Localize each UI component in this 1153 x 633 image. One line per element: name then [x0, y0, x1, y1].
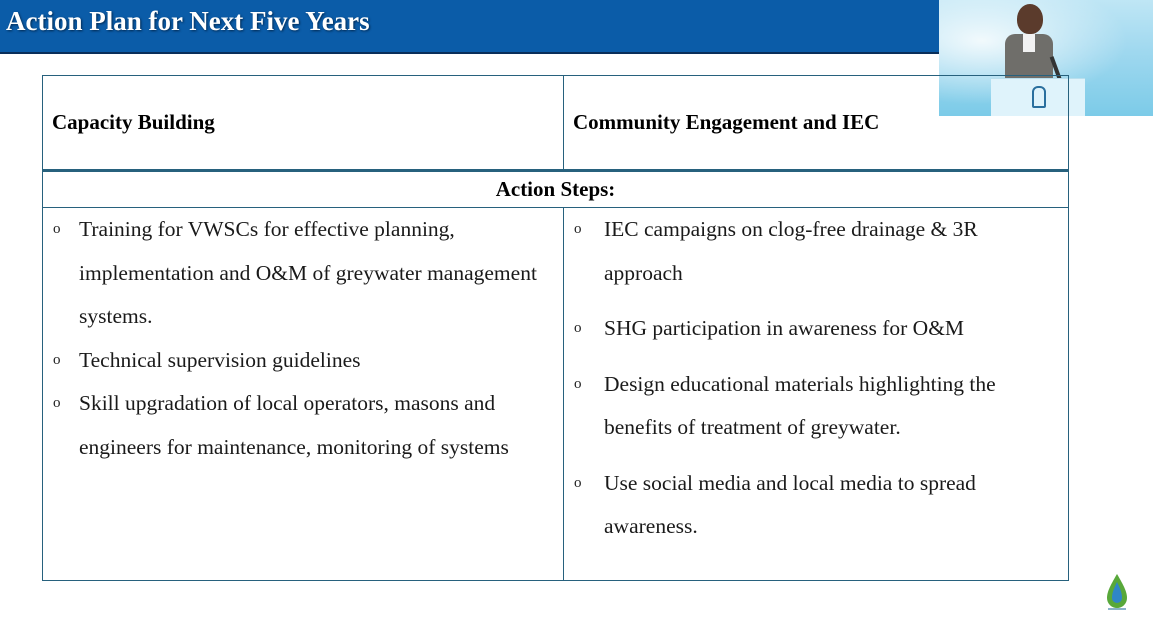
bullet-icon: o	[53, 395, 61, 411]
list-item-text: IEC campaigns on clog-free drainage & 3R approach	[604, 217, 978, 285]
list-item	[43, 339, 563, 383]
right-items-cell	[564, 208, 1069, 581]
list-item-text: Training for VWSCs for effective planning, implementation and O&M of greywater management systems.	[79, 217, 537, 328]
section-row	[43, 171, 1069, 208]
bullet-icon: o	[574, 474, 582, 491]
list-item	[564, 307, 1068, 351]
bullet-icon: o	[53, 351, 61, 368]
action-steps-label: Action Steps:	[43, 171, 1069, 208]
bullet-icon: o	[574, 375, 582, 392]
list-item-text: Skill upgradation of local operators, masons and engineers for maintenance, monitoring of systems	[79, 391, 509, 459]
list-item	[564, 462, 1068, 549]
bullet-icon: o	[574, 221, 582, 237]
table-body-row	[43, 208, 1069, 581]
left-items-cell	[43, 208, 564, 581]
bullet-icon: o	[53, 221, 61, 237]
water-drop-logo-icon	[1104, 572, 1130, 612]
table-header-row	[43, 76, 1069, 171]
list-item	[43, 208, 563, 339]
list-item-text: SHG participation in awareness for O&M	[604, 316, 965, 340]
page-title: Action Plan for Next Five Years	[6, 6, 370, 36]
list-item-text: Design educational materials highlighting the benefits of treatment of greywater.	[604, 371, 996, 439]
right-items-list	[564, 208, 1068, 549]
speaker-collar	[1023, 34, 1035, 52]
list-item	[564, 208, 1068, 295]
column-header-capacity-building: Capacity Building	[43, 76, 564, 171]
list-item-text: Use social media and local media to spread awareness.	[604, 470, 976, 538]
list-item-text: Technical supervision guidelines	[79, 347, 361, 372]
list-item	[564, 363, 1068, 450]
action-plan-table	[42, 75, 1069, 581]
column-header-community-engagement: Community Engagement and IEC	[564, 76, 1069, 171]
list-item	[43, 382, 563, 469]
speaker-head	[1017, 4, 1043, 34]
left-items-list	[43, 208, 563, 469]
bullet-icon: o	[574, 320, 582, 336]
